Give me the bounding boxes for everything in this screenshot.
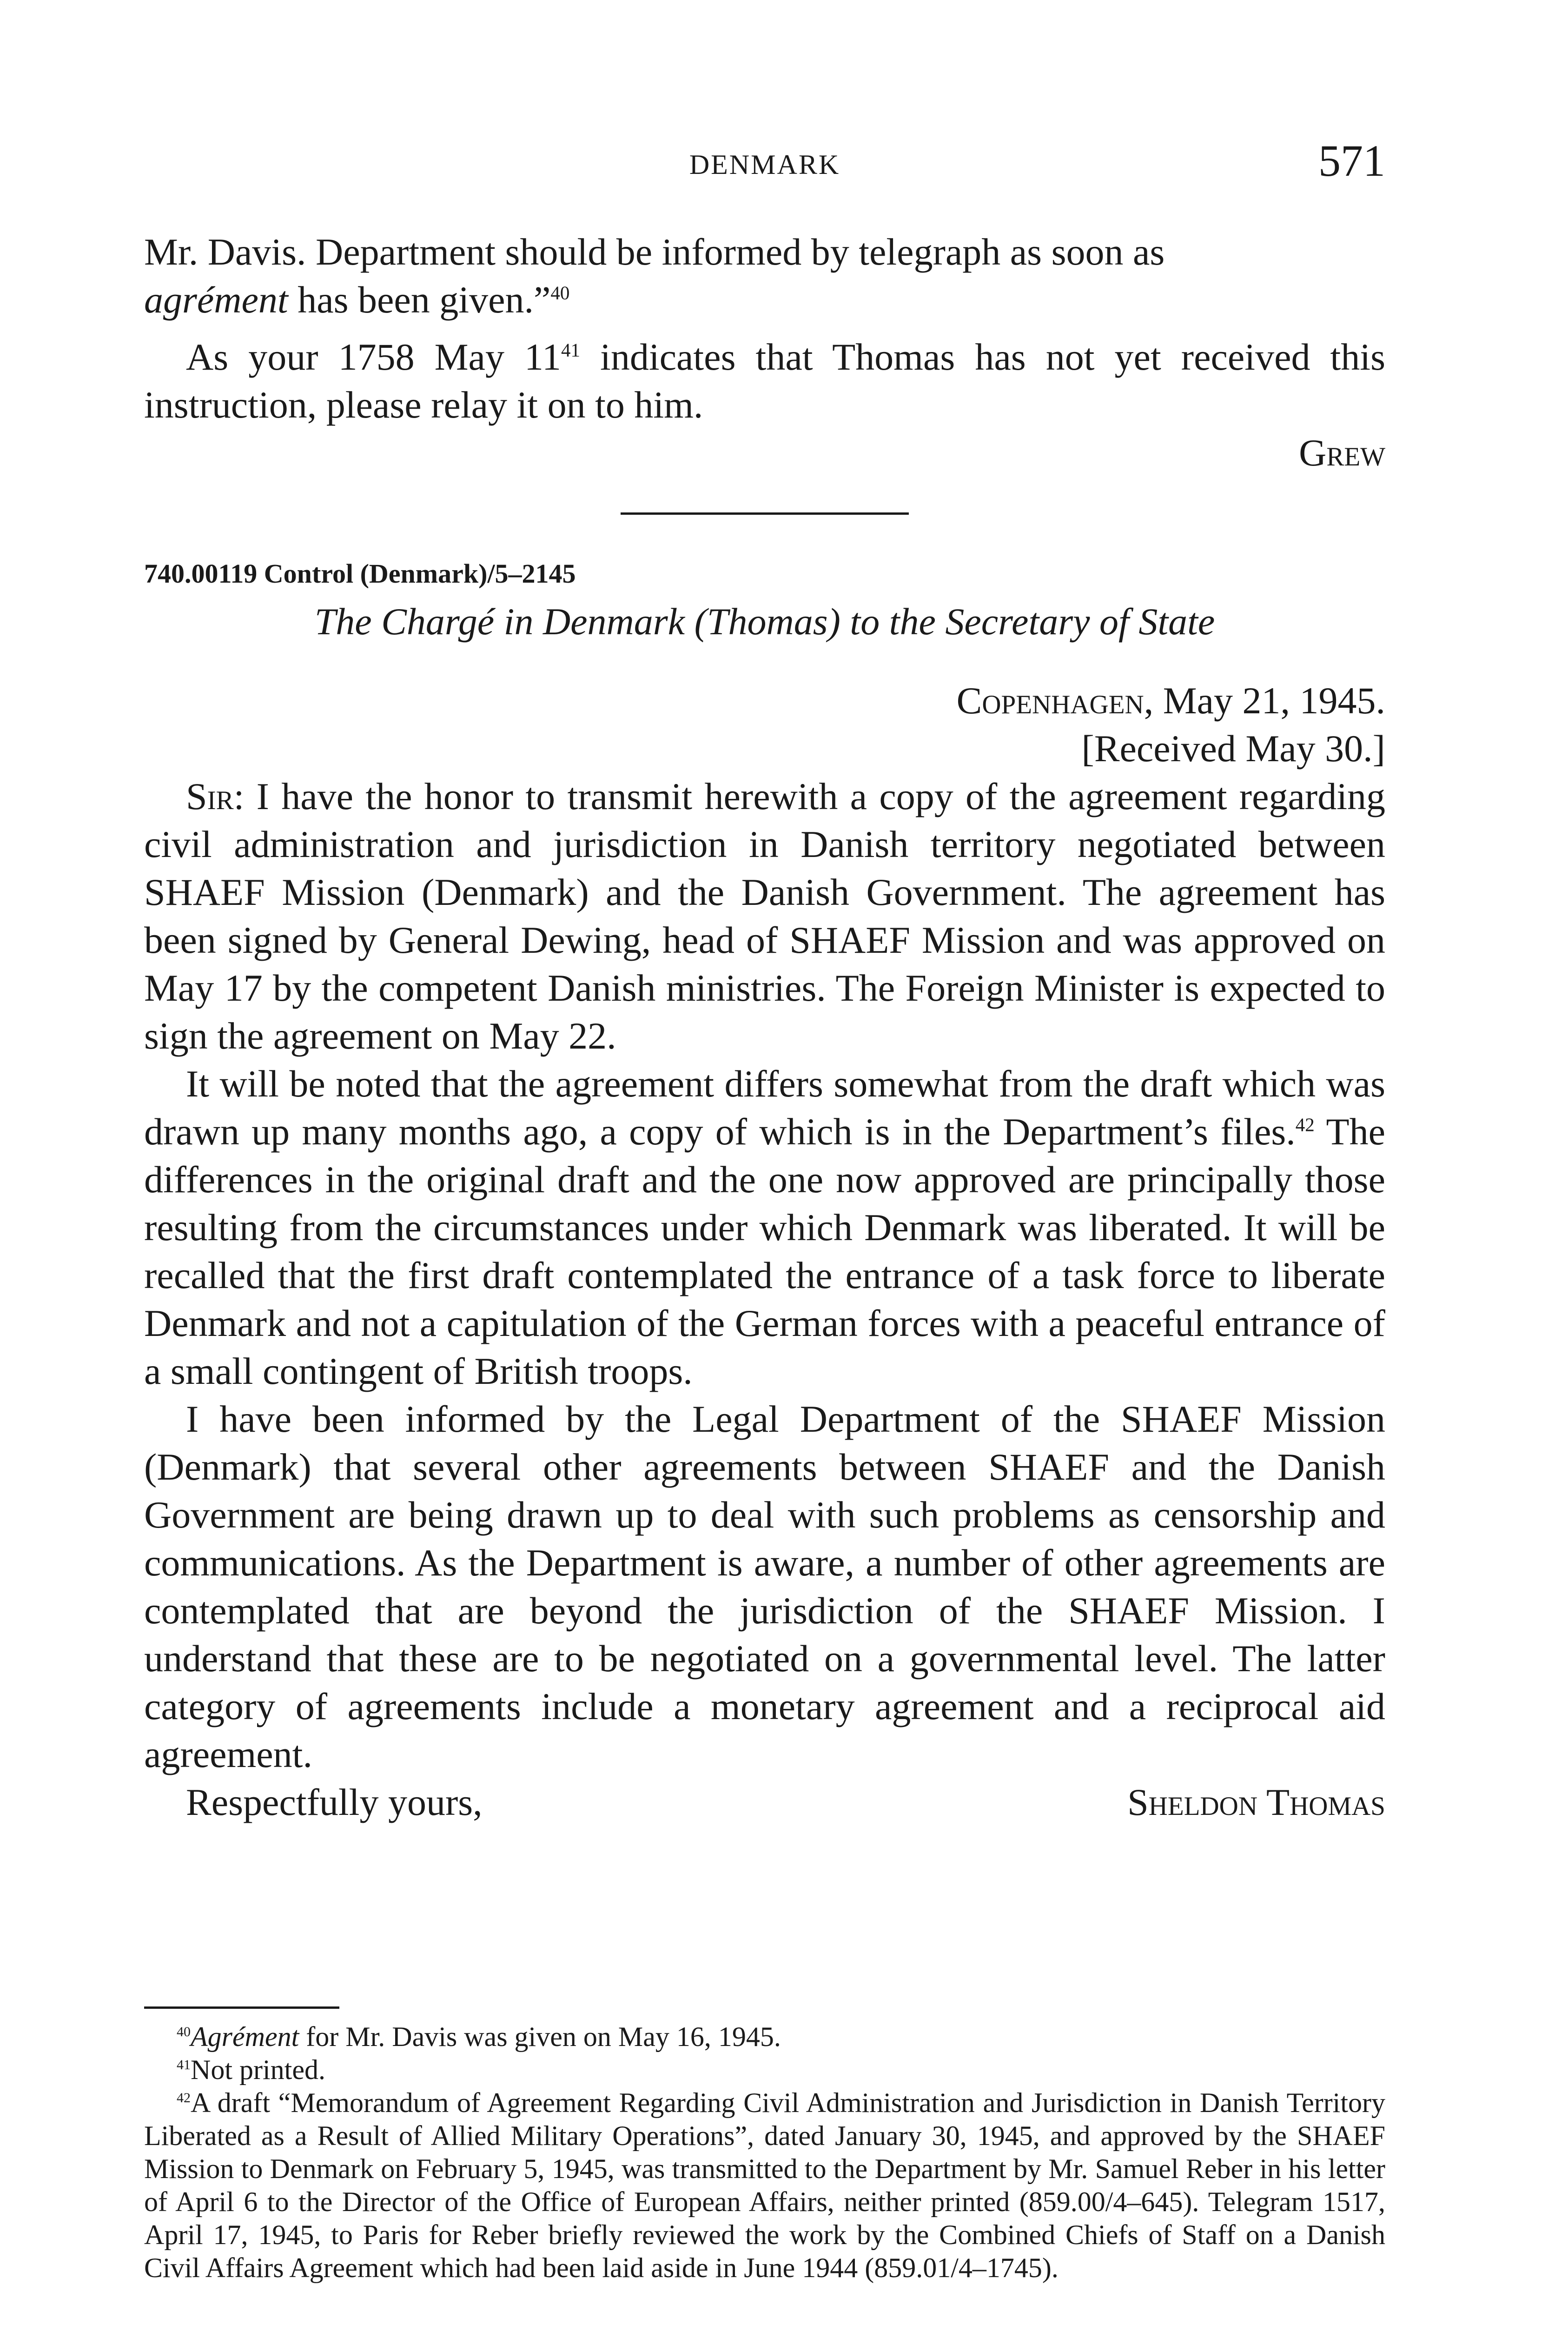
footnote-ref-41[interactable]: 41 [561, 339, 580, 361]
footnote-41 [144, 2053, 1385, 2086]
footnote-text: Not printed. [191, 2054, 325, 2085]
prior-document-continuation [144, 228, 1385, 477]
paragraph-1-text: : I have the honor to transmit herewith a copy of the agreement regarding civil administration and jurisdiction in Danish territory negotiated between SHAEF Mission (Denmark) and the Danish Government. The agreement has been signed by General Dewing, head of SHAEF Mission and was approved on May 17 by the competent Danish ministries. The Foreign Minister is expected to sign the agreement on May 22. [144, 775, 1385, 1057]
page-number: 571 [1318, 136, 1385, 186]
footnote-text: A draft “Memorandum of Agreement Regarding Civil Administration and Jurisdiction in Danish Territory Liberated as a Result of Allied Military Operations”, dated January 30, 1945, and approved by the SHAEF Mission to Denmark on February 5, 1945, was transmitted to the Department by Mr. Samuel Reber in his letter of April 6 to the Director of the Office of European Affairs, neither printed (859.00/4–645). Telegram 1517, April 17, 1945, to Paris for Reber briefly reviewed the work by the Combined Chiefs of Staff on a Danish Civil Affairs Agreement which had been laid aside in June 1944 (859.01/4–1745). [144, 2087, 1385, 2283]
date: , May 21, 1945. [1144, 679, 1385, 722]
running-head: DENMARK [689, 149, 840, 180]
prior-agrement: agrément [144, 279, 288, 321]
prior-signature: Grew [1299, 432, 1385, 474]
footnote-40 [144, 2020, 1385, 2053]
letter-body [144, 677, 1385, 1826]
footnote-mark: 42 [177, 2090, 191, 2106]
document-heading: The Chargé in Denmark (Thomas) to the Secretary of State [314, 600, 1215, 643]
closing-line [144, 1778, 1385, 1826]
footnote-ref-40[interactable]: 40 [550, 282, 570, 304]
footnote-42 [144, 2086, 1385, 2285]
paragraph-1 [144, 772, 1385, 1060]
file-number: 740.00119 Control (Denmark)/5–2145 [144, 558, 576, 589]
salutation: Sir [186, 775, 234, 817]
prior-line1: Mr. Davis. Department should be informed by telegraph as soon as [144, 231, 1165, 273]
prior-line2: has been given.” [288, 279, 551, 321]
paragraph-2 [144, 1060, 1385, 1395]
footnotes [144, 2020, 1385, 2285]
footnote-text: for Mr. Davis was given on May 16, 1945. [299, 2021, 781, 2052]
footnote-ref-42[interactable]: 42 [1295, 1114, 1315, 1136]
paragraph-3: I have been informed by the Legal Department of the SHAEF Mission (Denmark) that several other agreements between SHAEF and the Danish Government are being drawn up to deal with such problems as censorship and communications. As the Department is aware, a number of other agreements are contemplated that are beyond the jurisdiction of the SHAEF Mission. I understand that these are to be negotiated on a governmental level. The latter category of agreements include a monetary agreement and a reciprocal aid agreement. [144, 1398, 1385, 1775]
footnote-rule [144, 2006, 339, 2009]
footnote-mark: 41 [177, 2057, 191, 2073]
prior-para2-b: indicates that Thomas has not yet received this instruction, please relay it on to him. [144, 336, 1386, 426]
place: Copenhagen [956, 679, 1144, 722]
paragraph-2-a: It will be noted that the agreement differs somewhat from the draft which was drawn up many months ago, a copy of which is in the Department’s files. [144, 1063, 1385, 1153]
received-date: [Received May 30.] [1081, 727, 1385, 770]
prior-line [144, 228, 1385, 324]
prior-paragraph [144, 333, 1385, 429]
section-divider [621, 512, 909, 515]
closing: Respectfully yours, [186, 1781, 483, 1823]
paragraph-2-b: The differences in the original draft and the one now approved are principally those resulting from the circumstances under which Denmark was liberated. It will be recalled that the first draft contemplated the entrance of a task force to liberate Denmark and not a capitulation of the German forces with a peaceful entrance of a small contingent of British troops. [144, 1110, 1385, 1392]
place-date [144, 677, 1385, 724]
signature: Sheldon Thomas [1127, 1781, 1385, 1823]
prior-para2-a: As your 1758 May 11 [186, 336, 561, 378]
footnote-mark: 40 [177, 2024, 191, 2039]
footnote-em: Agrément [191, 2021, 299, 2052]
